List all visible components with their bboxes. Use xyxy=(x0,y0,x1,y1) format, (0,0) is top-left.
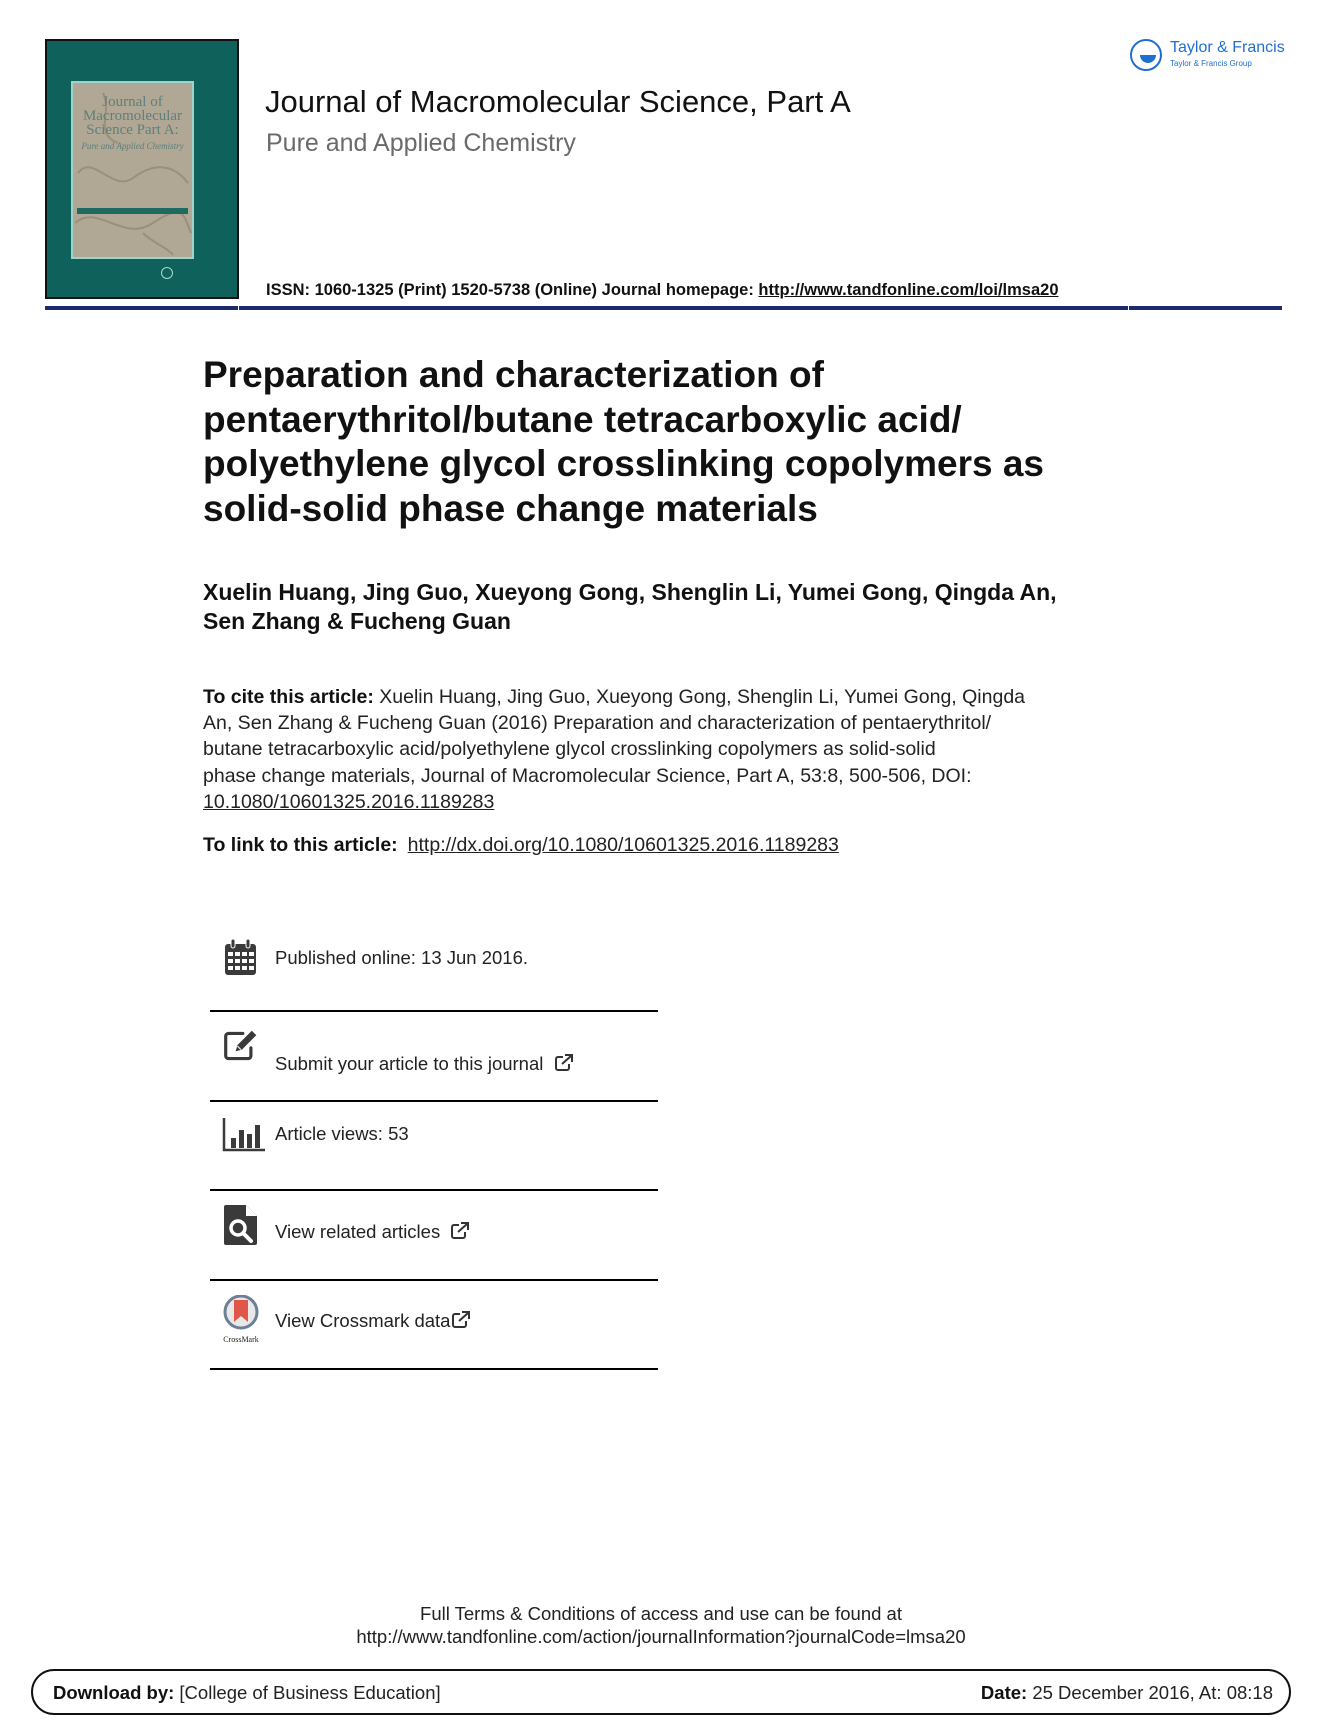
download-info-box xyxy=(31,1669,1291,1715)
info-published-online xyxy=(210,932,658,982)
downloaded-by xyxy=(53,1682,441,1704)
calendar-icon xyxy=(223,937,259,977)
authors-line: Xuelin Huang, Jing Guo, Xueyong Gong, Shenglin Li, Yumei Gong, Qingda An, xyxy=(203,579,1057,605)
publisher-logo[interactable] xyxy=(1128,36,1318,80)
journal-homepage-link[interactable]: http://www.tandfonline.com/loi/lmsa20 xyxy=(758,281,1059,299)
cover-subtitle: Pure and Applied Chemistry xyxy=(81,141,184,151)
downloaded-by-label: Download by: xyxy=(53,1682,175,1703)
lamp-logo-icon xyxy=(1130,39,1162,71)
document-search-icon xyxy=(223,1205,259,1245)
article-title-line: polyethylene glycol crosslinking copolymers as xyxy=(203,443,1045,484)
view-crossmark-link[interactable] xyxy=(210,1290,658,1360)
view-crossmark-text xyxy=(275,1310,470,1332)
article-doi-link[interactable]: http://dx.doi.org/10.1080/10601325.2016.1189283 xyxy=(407,834,839,856)
external-link-icon xyxy=(451,1222,469,1239)
journal-cover-image xyxy=(45,39,239,299)
info-divider xyxy=(210,1100,658,1102)
terms-line: Full Terms & Conditions of access and use can be found at xyxy=(420,1603,902,1624)
issn-text: ISSN: 1060-1325 (Print) 1520-5738 (Online) Journal homepage: xyxy=(266,281,759,299)
article-authors xyxy=(203,578,1163,636)
article-views xyxy=(210,1112,658,1172)
authors-line: Sen Zhang & Fucheng Guan xyxy=(203,608,511,634)
info-divider xyxy=(210,1189,658,1191)
citation-text: Xuelin Huang, Jing Guo, Xueyong Gong, Shenglin Li, Yumei Gong, Qingda xyxy=(373,686,1026,708)
article-views-text: Article views: 53 xyxy=(275,1123,409,1144)
submit-article-text xyxy=(275,1053,573,1075)
submit-article-label: Submit your article to this journal xyxy=(275,1053,544,1074)
crossmark-badge-icon xyxy=(220,1295,262,1331)
article-link-line xyxy=(203,832,839,858)
external-link-icon xyxy=(452,1311,470,1328)
published-online-text: Published online: 13 Jun 2016. xyxy=(275,947,529,968)
cover-title-line: Science Part A: xyxy=(86,122,179,138)
bar-chart-icon xyxy=(222,1115,266,1155)
view-related-articles-link[interactable] xyxy=(210,1200,658,1270)
header-rule xyxy=(45,306,1282,310)
cover-title xyxy=(73,95,192,137)
crossmark-icon xyxy=(220,1295,262,1344)
info-divider xyxy=(210,1368,658,1370)
header-rule-gap xyxy=(1128,306,1129,310)
issn-line xyxy=(266,280,1059,300)
article-title-line: pentaerythritol/butane tetracarboxylic acid/ xyxy=(203,398,962,440)
view-crossmark-label: View Crossmark data xyxy=(275,1310,451,1331)
download-date xyxy=(981,1682,1273,1704)
cover-publisher-logo-icon xyxy=(161,267,173,279)
cover-title-line: Macromolecular xyxy=(82,108,183,124)
terms-conditions xyxy=(0,1602,1322,1648)
journal-subtitle: Pure and Applied Chemistry xyxy=(266,129,576,157)
view-related-label: View related articles xyxy=(275,1221,441,1242)
download-date-label: Date: xyxy=(980,1682,1028,1703)
edit-icon xyxy=(223,1026,259,1066)
citation-line xyxy=(203,684,1123,710)
article-title-line: Preparation and characterization of xyxy=(203,354,824,395)
lamp-shape xyxy=(1140,55,1156,63)
info-divider xyxy=(210,1010,658,1012)
publisher-group: Taylor & Francis Group xyxy=(1170,59,1252,68)
header-rule-gap xyxy=(238,306,239,310)
citation-line: butane tetracarboxylic acid/polyethylene glycol crosslinking copolymers as solid-solid xyxy=(203,738,936,761)
cover-panel xyxy=(71,81,194,259)
article-link-label: To link to this article: xyxy=(203,834,398,856)
terms-url[interactable]: http://www.tandfonline.com/action/journalInformation?journalCode=lmsa20 xyxy=(356,1626,966,1647)
external-link-icon xyxy=(555,1054,573,1071)
downloaded-by-value: [College of Business Education] xyxy=(174,1682,441,1703)
cover-band xyxy=(77,208,188,214)
citation-doi-link[interactable]: 10.1080/10601325.2016.1189283 xyxy=(203,790,495,813)
download-date-value: 25 December 2016, At: 08:18 xyxy=(1027,1682,1273,1703)
citation-label: To cite this article: xyxy=(203,686,374,708)
citation-line: phase change materials, Journal of Macromolecular Science, Part A, 53:8, 500-506, DOI: xyxy=(203,764,972,787)
publisher-name: Taylor & Francis xyxy=(1170,39,1285,56)
cover-title-line: Journal of xyxy=(102,94,163,110)
view-related-articles-text xyxy=(275,1221,469,1243)
citation-line: An, Sen Zhang & Fucheng Guan (2016) Preparation and characterization of pentaerythritol/ xyxy=(203,712,992,735)
submit-article-link[interactable] xyxy=(210,1022,658,1092)
citation-block xyxy=(203,684,1123,815)
article-title-line: solid-solid phase change materials xyxy=(203,487,818,529)
crossmark-caption: CrossMark xyxy=(223,1335,259,1344)
journal-title: Journal of Macromolecular Science, Part A xyxy=(265,84,851,119)
article-title xyxy=(203,353,1103,531)
info-divider xyxy=(210,1279,658,1281)
